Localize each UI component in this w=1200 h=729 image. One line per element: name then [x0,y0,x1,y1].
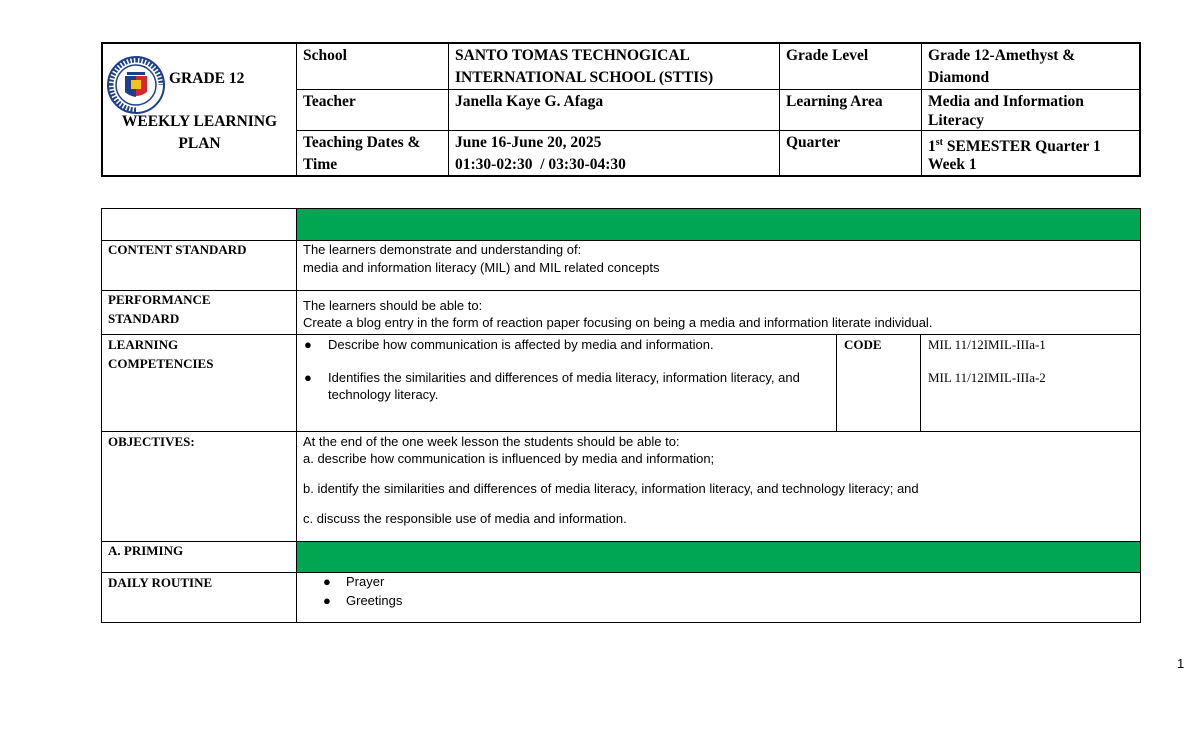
quarter-value-line2: Week 1 [928,156,977,173]
content-standard-line1: The learners demonstrate and understanding of: [303,242,582,257]
objective-a: a. describe how communication is influenced by media and information; [303,451,715,466]
code-1: MIL 11/12IMIL-IIIa-1 [928,337,1046,352]
header-table [101,42,1141,177]
header-green-band [297,209,1140,240]
competency-item-2-line2: technology literacy. [328,387,439,402]
quarter-label: Quarter [786,134,841,151]
competencies-label-line1: LEARNING [108,337,179,352]
routine-item: Greetings [346,593,403,608]
brand-title-line1: WEEKLY LEARNING [121,113,278,130]
school-label: School [303,47,347,64]
lesson-table [101,208,1141,623]
brand-grade: GRADE 12 [169,70,245,87]
dates-value-line2: 01:30-02:30 / 03:30-04:30 [455,156,626,173]
learning-area-value-line2: Literacy [928,112,984,129]
content-standard-label: CONTENT STANDARD [108,242,247,257]
competency-item-2-line1: Identifies the similarities and differences of media literacy, information literacy, and [328,370,800,385]
learning-area-label: Learning Area [786,93,883,110]
school-value-line1: SANTO TOMAS TECHNOGICAL [455,47,690,64]
routine-item: Prayer [346,574,385,589]
quarter-rest: SEMESTER Quarter 1 [942,138,1101,156]
teacher-label: Teacher [303,93,356,110]
teacher-value: Janella Kaye G. Afaga [455,93,604,110]
dates-label-line2: Time [303,156,338,173]
objectives-label: OBJECTIVES: [108,434,195,449]
bullet-icon: ● [304,370,312,385]
code-2: MIL 11/12IMIL-IIIa-2 [928,370,1046,385]
school-value-line2: INTERNATIONAL SCHOOL (STTIS) [455,69,714,86]
performance-standard-line1: The learners should be able to: [303,298,483,313]
objective-c: c. discuss the responsible use of media and information. [303,511,627,526]
performance-standard-label-line2: STANDARD [108,311,180,326]
daily-routine-label: DAILY ROUTINE [108,575,213,590]
priming-label: A. PRIMING [108,543,184,558]
objective-b: b. identify the similarities and differences of media literacy, information literacy, and technology literacy; and [303,481,919,496]
brand-title-line2: PLAN [178,135,221,152]
bullet-icon: ● [323,574,331,589]
performance-standard-line2: Create a blog entry in the form of reaction paper focusing on being a media and information literate individual. [303,315,933,330]
bullet-icon: ● [323,593,331,608]
deped-seal-icon [107,56,165,114]
dates-value-line1: June 16-June 20, 2025 [455,134,602,151]
bullet-icon: ● [304,337,312,352]
objectives-intro: At the end of the one week lesson the students should be able to: [303,434,680,449]
grade-level-label: Grade Level [786,47,869,64]
grade-level-value-line1: Grade 12-Amethyst & [928,47,1076,64]
content-standard-line2: media and information literacy (MIL) and MIL related concepts [303,260,660,275]
code-label: CODE [844,337,882,352]
grade-level-value-line2: Diamond [928,69,990,86]
competencies-label-line2: COMPETENCIES [108,356,214,371]
page-number: 1 [1177,656,1185,671]
priming-green-band [297,541,1140,572]
learning-area-value-line1: Media and Information [928,93,1084,110]
quarter-sup: st [935,137,943,148]
quarter-num: 1 [928,138,936,156]
performance-standard-label-line1: PERFORMANCE [108,292,211,307]
dates-label-line1: Teaching Dates & [303,134,421,151]
competency-item-1: Describe how communication is affected by media and information. [328,337,714,352]
